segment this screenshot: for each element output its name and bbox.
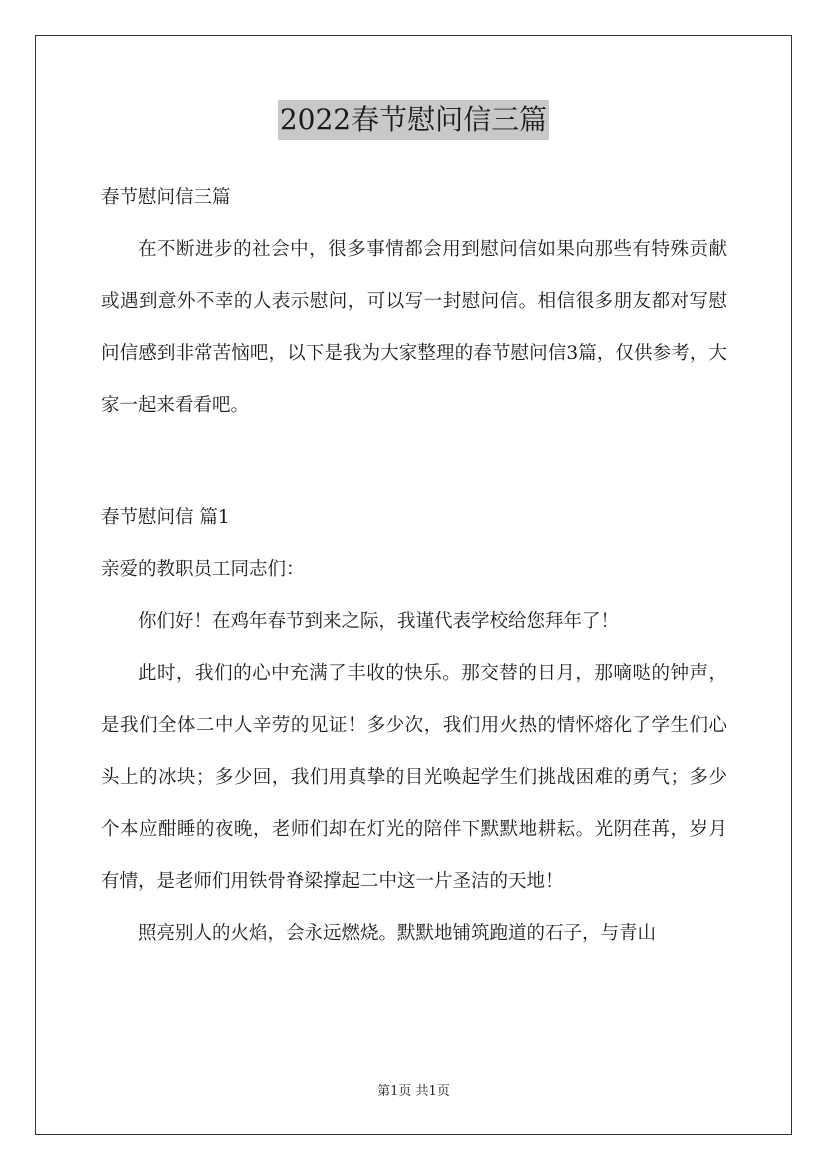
body-paragraph: 你们好！在鸡年春节到来之际，我谨代表学校给您拜年了！ <box>138 611 620 632</box>
body-paragraph: 此时，我们的心中充满了丰收的快乐。那交替的日月，那嘀哒的钟声，是我们全体二中人辛劳的见证！多少次，我们用火热的情怀熔化了学生们心头上的冰块；多少回，我们用真挚的目光唤起学生们挑战困难的勇气；多少个本应酣睡的夜晚，老师们却在灯光的陪伴下默默地耕耘。光阴荏苒，岁月有情，是老师们用铁骨脊梁撑起二中这一片圣洁的天地！ <box>101 663 727 892</box>
intro-paragraph: 在不断进步的社会中，很多事情都会用到慰问信如果向那些有特殊贡献或遇到意外不幸的人表示慰问，可以写一封慰问信。相信很多朋友都对写慰问信感到非常苦恼吧，以下是我为大家整理的春节慰问信3篇，仅供参考，大家一起来看看吧。 <box>101 239 727 416</box>
salutation: 亲爱的教职员工同志们： <box>101 559 305 580</box>
spacer <box>101 432 727 492</box>
subtitle: 春节慰问信三篇 <box>101 187 231 208</box>
page-footer: 第1页 共1页 <box>377 1084 450 1099</box>
document-title-text: 2022春节慰问信三篇 <box>278 100 549 140</box>
section-heading: 春节慰问信 篇1 <box>101 507 230 528</box>
body-paragraph: 照亮别人的火焰，会永远燃烧。默默地铺筑跑道的石子，与青山 <box>138 923 657 944</box>
document-title <box>0 100 827 140</box>
document-body <box>101 172 727 960</box>
